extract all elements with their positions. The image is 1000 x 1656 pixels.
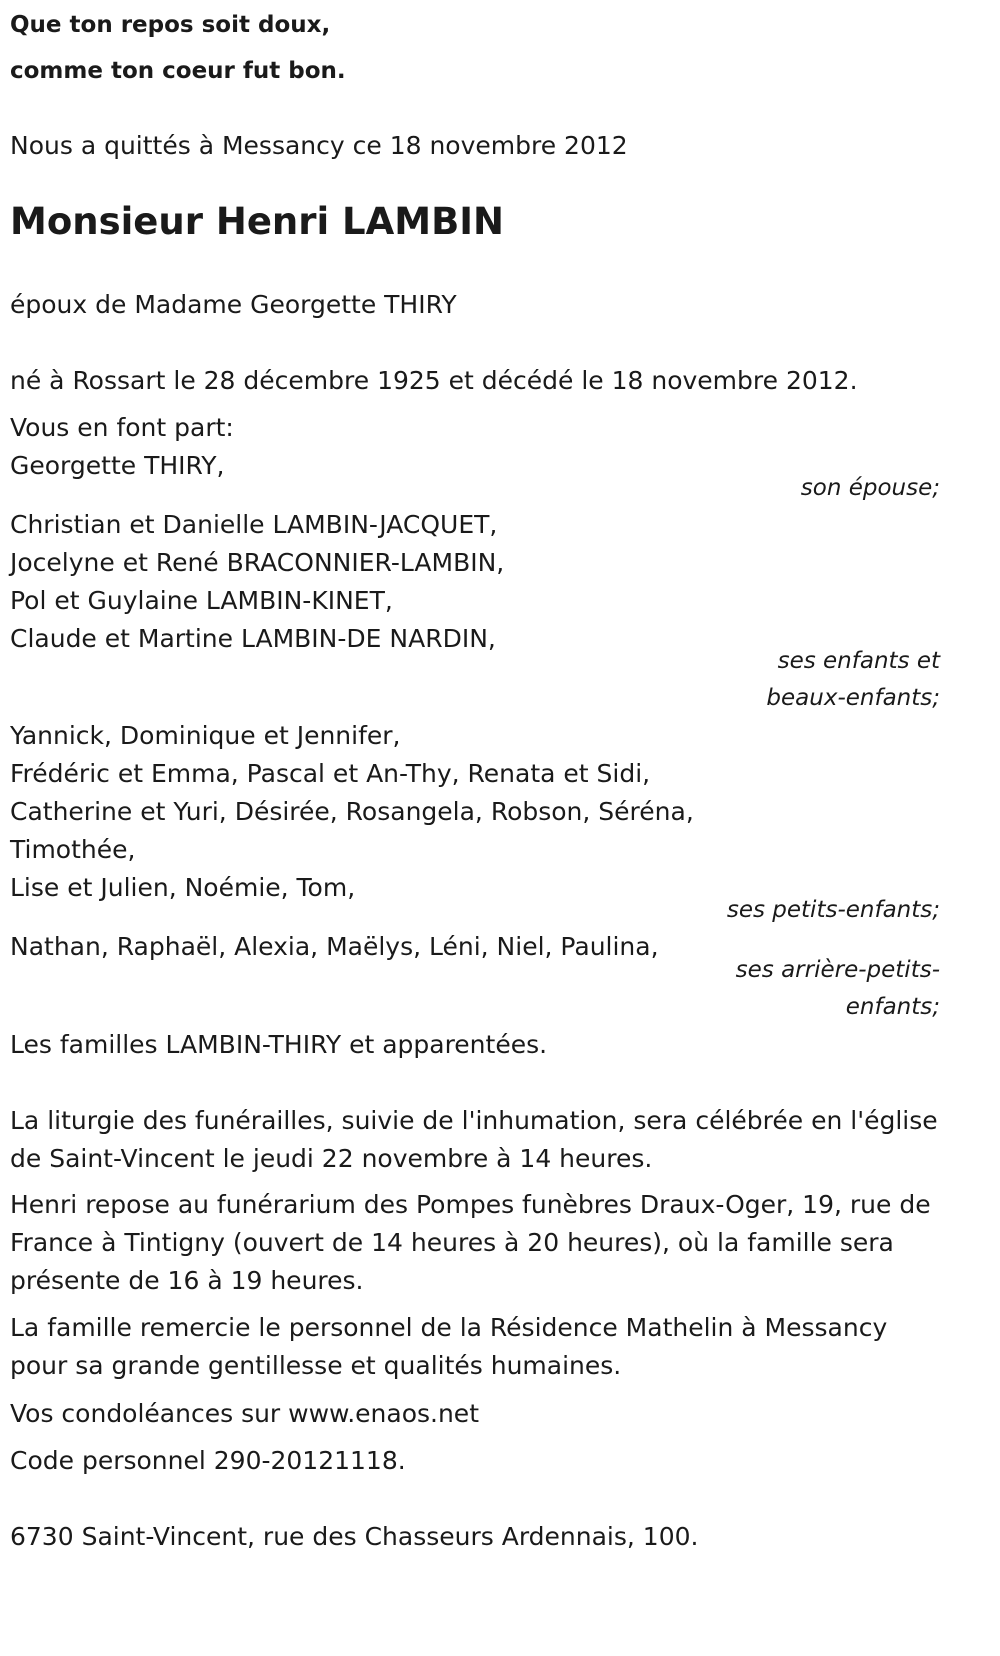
role-spouse: son épouse; [800,475,940,501]
family-grandchild-name: Catherine et Yuri, Désirée, Rosangela, Robson, Séréna, [10,797,694,826]
birth-death-line: né à Rossart le 28 décembre 1925 et décédé le 18 novembre 2012. [10,366,858,395]
thanks-line-1: La famille remercie le personnel de la Résidence Mathelin à Messancy [10,1313,888,1342]
family-child-name: Christian et Danielle LAMBIN-JACQUET, [10,510,498,539]
role-great-grandchildren-line-2: enfants; [845,994,940,1020]
role-great-grandchildren-line-1: ses arrière-petits- [735,957,940,983]
families-line: Les familles LAMBIN-THIRY et apparentées. [10,1030,548,1059]
announcement-intro: Vous en font part: [10,413,234,442]
family-child-name: Claude et Martine LAMBIN-DE NARDIN, [10,624,496,653]
epitaph-line-2: comme ton coeur fut bon. [10,58,346,84]
deceased-name: Monsieur Henri LAMBIN [10,200,505,243]
death-notice: Nous a quittés à Messancy ce 18 novembre 2012 [10,131,628,160]
family-grandchild-name: Yannick, Dominique et Jennifer, [10,721,401,750]
role-children-line-1: ses enfants et [777,648,940,674]
spouse-line: époux de Madame Georgette THIRY [10,290,457,319]
personal-code-line: Code personnel 290-20121118. [10,1446,406,1475]
family-spouse-name: Georgette THIRY, [10,451,225,480]
condolences-line: Vos condoléances sur www.enaos.net [10,1399,479,1428]
role-grandchildren: ses petits-enfants; [726,897,940,923]
family-great-grandchild-name: Nathan, Raphaël, Alexia, Maëlys, Léni, Niel, Paulina, [10,932,659,961]
role-children-line-2: beaux-enfants; [766,685,940,711]
funerarium-line-1: Henri repose au funérarium des Pompes funèbres Draux-Oger, 19, rue de [10,1190,931,1219]
family-grandchild-name: Lise et Julien, Noémie, Tom, [10,873,356,902]
liturgy-line-1: La liturgie des funérailles, suivie de l'inhumation, sera célébrée en l'église [10,1106,938,1135]
funerarium-line-2: France à Tintigny (ouvert de 14 heures à 20 heures), où la famille sera [10,1228,894,1257]
liturgy-line-2: de Saint-Vincent le jeudi 22 novembre à 14 heures. [10,1144,653,1173]
family-grandchild-name: Timothée, [10,835,136,864]
family-child-name: Pol et Guylaine LAMBIN-KINET, [10,586,393,615]
address-line: 6730 Saint-Vincent, rue des Chasseurs Ardennais, 100. [10,1522,699,1551]
funerarium-line-3: présente de 16 à 19 heures. [10,1266,364,1295]
family-child-name: Jocelyne et René BRACONNIER-LAMBIN, [10,548,505,577]
epitaph-line-1: Que ton repos soit doux, [10,12,331,38]
thanks-line-2: pour sa grande gentillesse et qualités humaines. [10,1351,622,1380]
family-grandchild-name: Frédéric et Emma, Pascal et An-Thy, Renata et Sidi, [10,759,651,788]
